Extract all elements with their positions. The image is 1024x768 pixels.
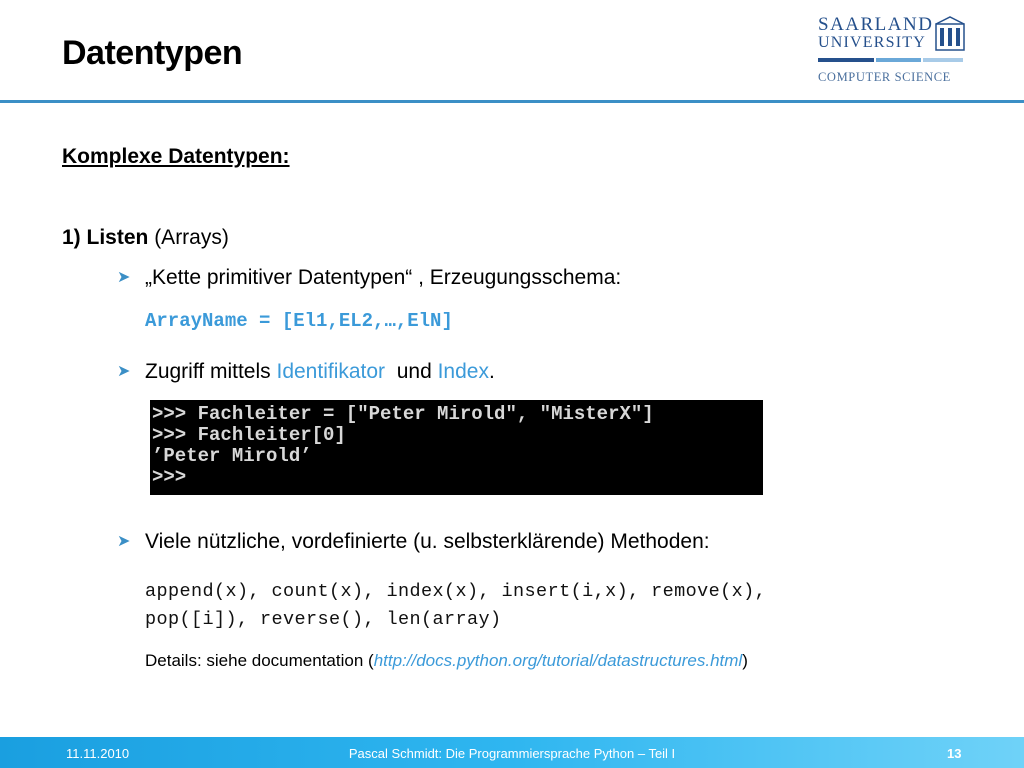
- section-heading: Komplexe Datentypen:: [62, 145, 290, 168]
- bullet-text: und: [385, 360, 438, 383]
- methods-line: append(x), count(x), index(x), insert(i,x), remove(x),: [145, 581, 767, 602]
- arrow-bullet-icon: ➤: [117, 533, 131, 550]
- console-line: ’Peter Mirold’: [152, 445, 312, 467]
- bullet-text: .: [488, 360, 495, 383]
- bullet-item: [117, 530, 710, 554]
- bullet-item: [117, 360, 495, 384]
- university-seal-icon: [934, 16, 966, 52]
- documentation-link[interactable]: http://docs.python.org/tutorial/datastructures.html: [373, 651, 743, 670]
- bullet-text: „Kette primitiver Datentypen“ , Erzeugungsschema:: [145, 266, 622, 289]
- logo-computer-science: COMPUTER SCIENCE: [818, 70, 951, 84]
- list-item-heading: [62, 226, 229, 250]
- university-logo: [818, 14, 968, 88]
- bullet-item: [117, 266, 621, 290]
- title-divider: [0, 100, 1024, 103]
- list-item-number: 1) Listen: [62, 226, 149, 249]
- logo-bar: [923, 58, 963, 62]
- footer-bar: [0, 737, 1024, 768]
- highlight-identifikator: Identifikator: [276, 360, 386, 383]
- bullet-text: Zugriff mittels: [145, 360, 277, 383]
- logo-university: UNIVERSITY: [818, 34, 926, 51]
- logo-bar: [818, 58, 874, 62]
- code-schema: ArrayName = [El1,EL2,…,ElN]: [145, 310, 453, 332]
- console-line: >>> Fachleiter[0]: [152, 424, 346, 446]
- slide-title: Datentypen: [62, 34, 243, 72]
- page-number: 13: [947, 746, 962, 761]
- highlight-index: Index: [437, 360, 489, 383]
- console-line: >>> Fachleiter = ["Peter Mirold", "MisterX"]: [152, 403, 654, 425]
- bullet-text: Viele nützliche, vordefinierte (u. selbsterklärende) Methoden:: [145, 530, 710, 553]
- details-text: Details: siehe documentation (: [145, 651, 374, 670]
- details-text: ): [742, 651, 748, 670]
- list-item-subtitle: (Arrays): [148, 226, 229, 249]
- methods-list: [145, 578, 766, 634]
- footer-date: 11.11.2010: [66, 746, 130, 761]
- logo-saarland: SAARLAND: [818, 14, 934, 35]
- footer-title: Pascal Schmidt: Die Programmiersprache Python – Teil I: [348, 746, 676, 761]
- details-note: [145, 651, 748, 671]
- methods-line: pop([i]), reverse(), len(array): [145, 609, 502, 630]
- arrow-bullet-icon: ➤: [117, 269, 131, 286]
- logo-bar: [876, 58, 921, 62]
- console-screenshot: [150, 400, 763, 495]
- arrow-bullet-icon: ➤: [117, 363, 131, 380]
- console-line: >>>: [152, 466, 187, 488]
